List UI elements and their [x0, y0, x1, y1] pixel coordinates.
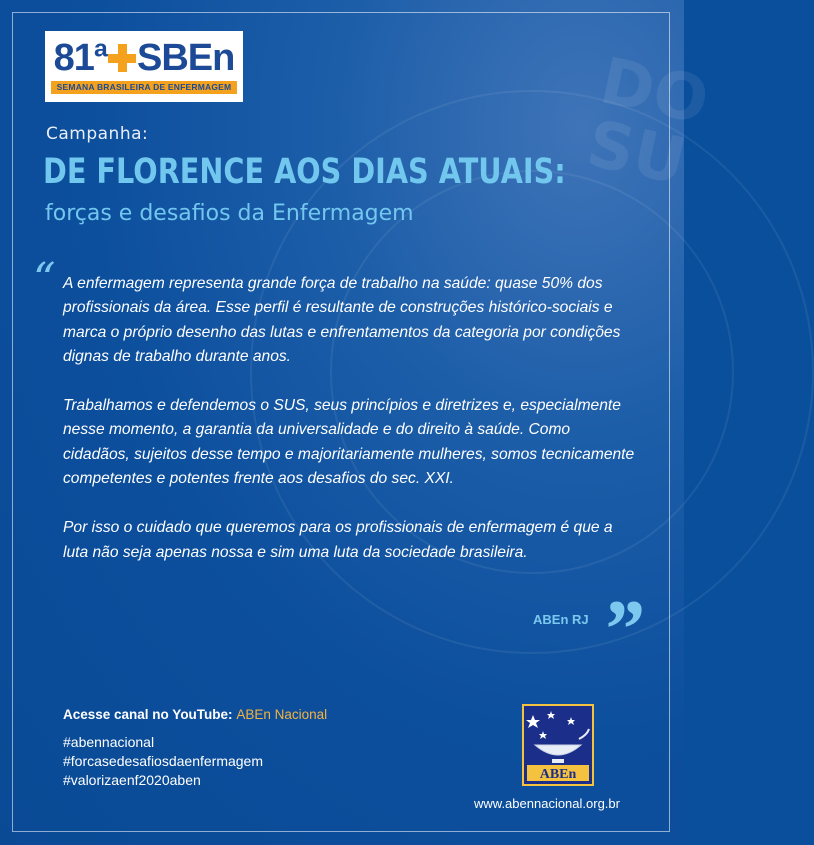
- plus-cross-icon: [108, 44, 136, 72]
- quote-body: [63, 272, 638, 590]
- logo-tagline: SEMANA BRASILEIRA DE ENFERMAGEM: [51, 81, 237, 94]
- quote-paragraph: Por isso o cuidado que queremos para os profissionais de enfermagem é que a luta não seja apenas nossa e sim uma luta da sociedade brasileira.: [63, 519, 613, 561]
- hashtag[interactable]: #valorizaenf2020aben: [63, 772, 201, 788]
- logo-number: 81ª: [53, 37, 107, 79]
- website-link[interactable]: www.abennacional.org.br: [474, 796, 620, 811]
- campaign-title: DE FLORENCE AOS DIAS ATUAIS:: [43, 152, 566, 192]
- youtube-channel-line: [63, 707, 327, 722]
- channel-label: Acesse canal no YouTube:: [63, 707, 233, 722]
- quote-attribution: ABEn RJ: [533, 612, 589, 627]
- close-quote-icon: ”: [601, 583, 643, 676]
- quote-paragraph: Trabalhamos e defendemos o SUS, seus princípios e diretrizes e, especialmente nesse momento, a garantia da universalidade e do direito à saúde. Como cidadãos, sujeitos desse tempo e majoritariamente mulheres, somos tecnicamente competentes e potentes frente aos desafios do sec. XXI.: [63, 397, 635, 488]
- campaign-label: Campanha:: [46, 124, 149, 144]
- hashtag[interactable]: #abennacional: [63, 734, 155, 750]
- emblem-label: ABEn: [539, 767, 577, 782]
- aben-emblem-icon: [521, 703, 595, 787]
- open-quote-icon: “: [33, 254, 56, 305]
- hashtag[interactable]: #forcasedesafiosdaenfermagem: [63, 753, 264, 769]
- logo-name: SBEn: [136, 37, 235, 79]
- background-watermark: DO SU: [580, 44, 715, 200]
- hashtag-list: [63, 733, 263, 790]
- quote-paragraph: A enfermagem representa grande força de trabalho na saúde: quase 50% dos profissionais da área. Esse perfil é resultante de construções histórico-sociais e marca o próprio desenho das lutas e enfrentamentos da categoria por condições dignas de trabalho durante anos.: [63, 275, 621, 365]
- sben-logo: [45, 31, 243, 102]
- campaign-subtitle: forças e desafios da Enfermagem: [45, 201, 414, 226]
- logo-wordmark: [45, 37, 243, 79]
- channel-name-link[interactable]: ABEn Nacional: [236, 707, 328, 722]
